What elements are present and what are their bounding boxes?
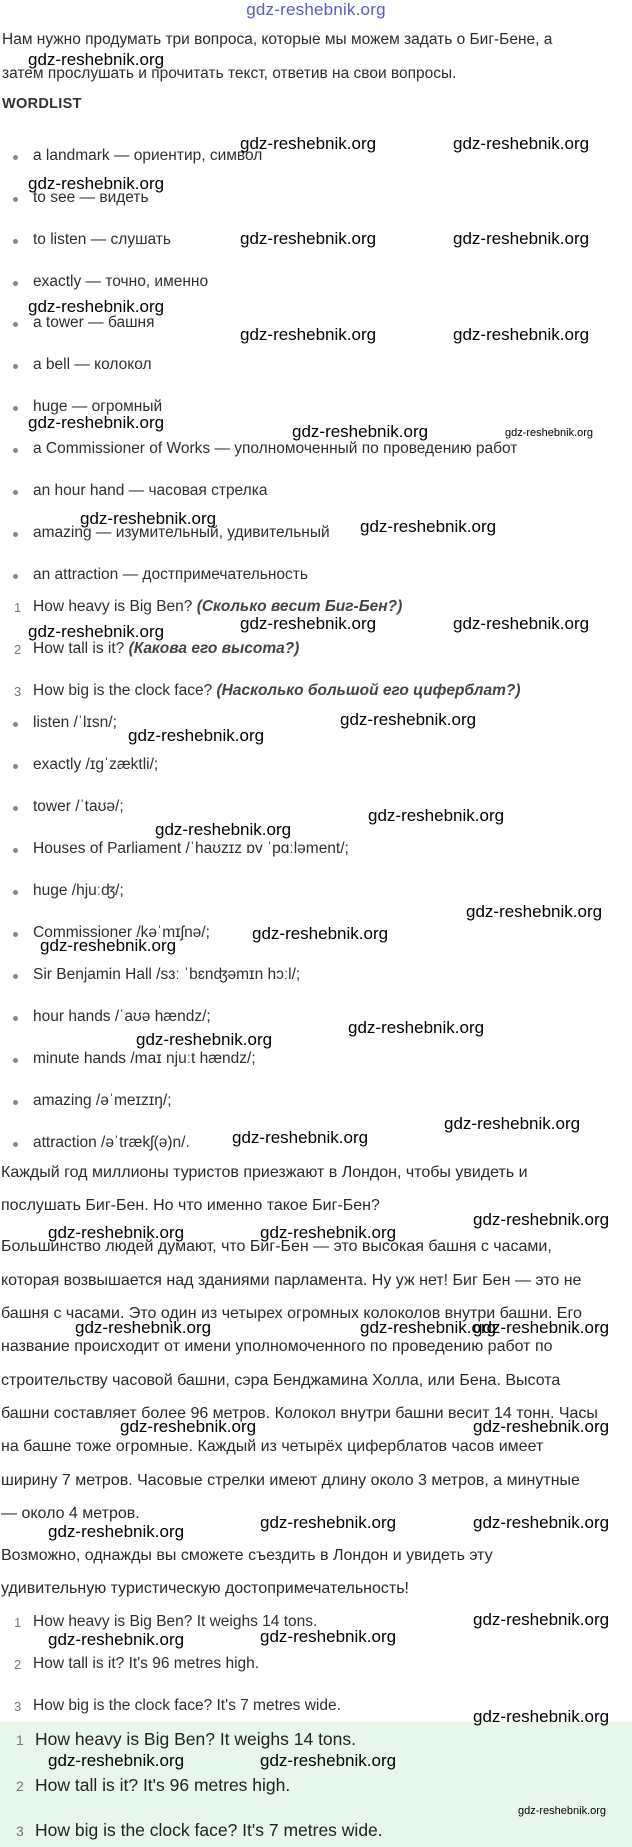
answer-3: How big is the clock face? It's 7 metres wide.: [33, 1697, 341, 1714]
pronunciation-item: Sir Benjamin Hall /sɜː ˈbɛnʤəmɪn hɔːl/;: [33, 966, 301, 983]
question-text: How heavy is Big Ben?: [33, 598, 193, 615]
watermark: gdz-reshebnik.org: [28, 174, 165, 193]
watermark: gdz-reshebnik.org: [348, 1018, 485, 1037]
wordlist-item: amazing — изумительный, удивительный: [33, 524, 330, 541]
bullet: [13, 1100, 18, 1105]
wordlist-item: huge — огромный: [33, 398, 163, 415]
pronunciation-item: listen /ˈlɪsn/;: [33, 714, 117, 731]
bullet: [13, 322, 18, 327]
answer-1: How heavy is Big Ben? It weighs 14 tons.: [33, 1613, 318, 1630]
watermark: gdz-reshebnik.org: [260, 1223, 397, 1242]
answer-2: How tall is it? It's 96 metres high.: [33, 1655, 260, 1672]
watermark: gdz-reshebnik.org: [75, 1318, 212, 1337]
wordlist-item: exactly — точно, именно: [33, 273, 209, 290]
bullet: [13, 1016, 18, 1021]
text-line: Большинство людей думают, что Биг-Бен — это высокая башня с часами,: [1, 1238, 552, 1255]
watermark: gdz-reshebnik.org: [505, 427, 594, 439]
watermark: gdz-reshebnik.org: [368, 806, 505, 825]
answer-number: 3: [14, 1699, 22, 1714]
watermark: gdz-reshebnik.org: [28, 622, 165, 641]
highlight-answer-3: How big is the clock face? It's 7 metres wide.: [35, 1820, 383, 1840]
bullet: [13, 974, 18, 979]
question-2: [33, 640, 299, 658]
wordlist-item: an attraction — достпримечательность: [33, 566, 308, 583]
watermark: gdz-reshebnik.org: [240, 134, 377, 153]
wordlist-item: a Commissioner of Works — уполномоченный по проведению работ: [33, 440, 518, 457]
text-line: название происходит от имени уполномоченного по проведению работ по: [1, 1338, 553, 1355]
watermark: gdz-reshebnik.org: [28, 413, 165, 432]
bullet: [13, 890, 18, 895]
watermark: gdz-reshebnik.org: [453, 134, 590, 153]
watermark: gdz-reshebnik.org: [360, 517, 497, 536]
wordlist-item: an hour hand — часовая стрелка: [33, 482, 268, 499]
watermark: gdz-reshebnik.org: [260, 1513, 397, 1532]
watermark: gdz-reshebnik.org: [473, 1707, 610, 1726]
watermark: gdz-reshebnik.org: [453, 614, 590, 633]
text-line: удивительную туристическую достопримечательность!: [1, 1580, 409, 1597]
question-translation: (Какова его высота?): [128, 640, 300, 657]
pronunciation-item: minute hands /maɪ njuːt hændz/;: [33, 1050, 256, 1067]
watermark: gdz-reshebnik.org: [240, 325, 377, 344]
text-line: ширину 7 метров. Часовые стрелки имеют длину около 3 метров, а минутные: [1, 1472, 580, 1489]
bullet: [13, 448, 18, 453]
watermark: gdz-reshebnik.org: [360, 1318, 497, 1337]
answer-number: 1: [16, 1732, 24, 1748]
header-watermark: gdz-reshebnik.org: [246, 0, 386, 19]
text-line: строительству часовой башни, сэра Бенджамина Холла, или Бена. Высота: [1, 1372, 561, 1389]
watermark: gdz-reshebnik.org: [292, 422, 429, 441]
wordlist-item: a landmark — ориентир, символ: [33, 147, 263, 164]
watermark: gdz-reshebnik.org: [473, 1318, 610, 1337]
watermark: gdz-reshebnik.org: [473, 1610, 610, 1629]
bullet: [13, 364, 18, 369]
text-line: — около 4 метров.: [1, 1505, 140, 1522]
pronunciation-item: amazing /əˈmeɪzɪŋ/;: [33, 1092, 172, 1109]
watermark: gdz-reshebnik.org: [453, 229, 590, 248]
wordlist-title: WORDLIST: [2, 96, 82, 112]
watermark: gdz-reshebnik.org: [260, 1751, 397, 1770]
watermark: gdz-reshebnik.org: [340, 710, 477, 729]
watermark: gdz-reshebnik.org: [444, 1114, 581, 1133]
bullet: [13, 197, 18, 202]
pronunciation-item: hour hands /ˈaʊə hændz/;: [33, 1008, 211, 1025]
wordlist-item: to listen — слушать: [33, 231, 171, 248]
bullet: [13, 406, 18, 411]
answer-number: 2: [16, 1778, 24, 1794]
question-translation: (Насколько большой его циферблат?): [216, 682, 521, 699]
answer-number: 2: [14, 1657, 22, 1672]
text-line: башня с часами. Это один из четырех огромных колоколов внутри башни. Его: [1, 1305, 582, 1322]
watermark: gdz-reshebnik.org: [473, 1417, 610, 1436]
watermark: gdz-reshebnik.org: [466, 902, 603, 921]
bullet: [13, 281, 18, 286]
bullet: [13, 806, 18, 811]
watermark: gdz-reshebnik.org: [48, 1751, 185, 1770]
pronunciation-item: exactly /ɪɡˈzæktli/;: [33, 756, 159, 773]
text-line: послушать Биг-Бен. Но что именно такое Биг-Бен?: [1, 1197, 380, 1214]
bullet: [13, 932, 18, 937]
answer-number: 1: [14, 1615, 22, 1630]
question-number: 1: [14, 600, 22, 615]
pronunciation-item: tower /ˈtaʊə/;: [33, 798, 124, 815]
highlight-answer-2: How tall is it? It's 96 metres high.: [35, 1775, 291, 1795]
bullet: [13, 764, 18, 769]
pronunciation-item: attraction /əˈtrækʃ(ə)n/.: [33, 1134, 190, 1151]
pronunciation-item: Houses of Parliament /ˈhaʊzɪz ɒv ˈpɑːləment/;: [33, 840, 349, 857]
text-line: на башне тоже огромные. Каждый из четырёх циферблатов часов имеет: [1, 1438, 544, 1455]
watermark: gdz-reshebnik.org: [28, 297, 165, 316]
intro-line-1: Нам нужно продумать три вопроса, которые мы можем задать о Биг-Бене, а: [2, 31, 553, 48]
watermark: gdz-reshebnik.org: [40, 936, 177, 955]
question-3: [33, 682, 520, 700]
question-text: How big is the clock face?: [33, 682, 213, 699]
text-line: Возможно, однажды вы сможете съездить в Лондон и увидеть эту: [1, 1547, 493, 1564]
watermark: gdz-reshebnik.org: [473, 1210, 610, 1229]
watermark: gdz-reshebnik.org: [48, 1522, 185, 1541]
text-line: Каждый год миллионы туристов приезжают в Лондон, чтобы увидеть и: [1, 1164, 528, 1181]
watermark: gdz-reshebnik.org: [136, 1030, 273, 1049]
bullet: [13, 155, 18, 160]
watermark: gdz-reshebnik.org: [252, 924, 389, 943]
watermark: gdz-reshebnik.org: [120, 1417, 257, 1436]
watermark: gdz-reshebnik.org: [48, 1223, 185, 1242]
watermark: gdz-reshebnik.org: [260, 1627, 397, 1646]
watermark: gdz-reshebnik.org: [240, 229, 377, 248]
wordlist-item: a bell — колокол: [33, 356, 152, 373]
intro-line-2: затем прослушать и прочитать текст, ответив на свои вопросы.: [2, 65, 457, 82]
text-line: башни составляет более 96 метров. Колокол внутри башни весит 14 тонн. Часы: [1, 1405, 598, 1422]
watermark: gdz-reshebnik.org: [80, 509, 217, 528]
watermark: gdz-reshebnik.org: [232, 1128, 369, 1147]
bullet: [13, 722, 18, 727]
question-number: 3: [14, 684, 22, 699]
answer-number: 3: [16, 1823, 24, 1839]
highlight-answer-1: How heavy is Big Ben? It weighs 14 tons.: [35, 1729, 357, 1749]
wordlist-item: to see — видеть: [33, 189, 149, 206]
bullet: [13, 848, 18, 853]
bullet: [13, 532, 18, 537]
pronunciation-item: huge /hjuːʤ/;: [33, 882, 124, 899]
question-number: 2: [14, 642, 22, 657]
bullet: [13, 1058, 18, 1063]
watermark: gdz-reshebnik.org: [453, 325, 590, 344]
watermark: gdz-reshebnik.org: [48, 1630, 185, 1649]
pronunciation-item: Commissioner /kəˈmɪʃnə/;: [33, 924, 210, 941]
watermark: gdz-reshebnik.org: [240, 614, 377, 633]
bullet: [13, 574, 18, 579]
question-translation: (Сколько весит Биг-Бен?): [196, 598, 403, 615]
watermark: gdz-reshebnik.org: [518, 1805, 607, 1817]
question-text: How tall is it?: [33, 640, 125, 657]
bullet: [13, 239, 18, 244]
watermark: gdz-reshebnik.org: [128, 726, 265, 745]
watermark: gdz-reshebnik.org: [155, 820, 292, 839]
watermark: gdz-reshebnik.org: [28, 50, 165, 69]
text-line: которая возвышается над зданиями парламента. Ну уж нет! Биг Бен — это не: [1, 1272, 582, 1289]
wordlist-item: a tower — башня: [33, 314, 155, 331]
bullet: [13, 1142, 18, 1147]
bullet: [13, 490, 18, 495]
watermark: gdz-reshebnik.org: [473, 1513, 610, 1532]
